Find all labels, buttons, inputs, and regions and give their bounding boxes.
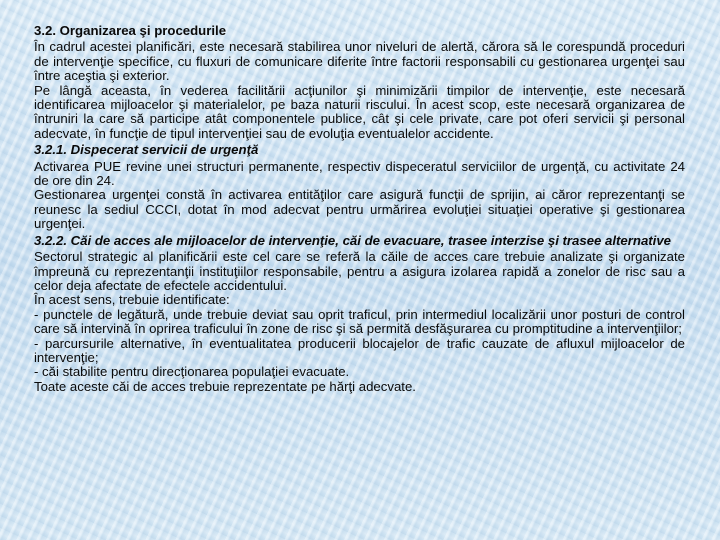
- subsection-heading-dispatch: 3.2.1. Dispecerat servicii de urgenţă: [34, 142, 259, 158]
- paragraph-maps: Toate aceste căi de acces trebuie reprezentate pe hărţi adecvate.: [34, 378, 416, 394]
- slide-content: [34, 24, 685, 394]
- section-heading: 3.2. Organizarea şi procedurile: [34, 23, 227, 38]
- list-item-connection-points: - punctele de legătură, unde trebuie deviat sau oprit traficul, prin intermediul localizării unor posturi de control care să intervină în oprirea traficului în zone de risc şi să permită desfăşurarea cu promptitudine a intervenţiilor;: [34, 306, 685, 337]
- list-item-evacuation-routes: - căi stabilite pentru direcţionarea populaţiei evacuate.: [34, 364, 350, 380]
- paragraph-identify-intro: În acest sens, trebuie identificate:: [34, 292, 230, 308]
- list-item-alternative-routes: - parcursurile alternative, în eventualitatea producerii blocajelor de trafic cauzate de afluxul mijloacelor de intervenţie;: [34, 335, 685, 365]
- paragraph-management: Gestionarea urgenţei constă în activarea entităţilor care asigură funcţii de sprijin, ai căror reprezentanţi se reunesc la sediul CCCI, dotat în mod adecvat pentru urmărirea evoluţiei situaţiei operative şi gestionarea urgenţei.: [34, 187, 685, 232]
- paragraph-activation: Activarea PUE revine unei structuri permanente, respectiv dispeceratul serviciilor de urgenţă, cu activitate 24 de ore din 24.: [34, 158, 685, 189]
- paragraph-resources: Pe lângă aceasta, în vederea facilitării acţiunilor şi minimizării timpilor de intervenţie, este necesară identificarea mijloacelor şi materialelor, pe baza naturii riscului. În acest scop, este necesară organizarea de întruniri la care să participe atât componentele publice, cât şi cele private, care pot oferi servicii şi personal adecvate, în funcţie de tipul intervenţiei sau de evoluţia eventualelor accidente.: [34, 82, 685, 141]
- paragraph-planning-alerts: În cadrul acestei planificări, este necesară stabilirea unor niveluri de alertă, cărora să le corespundă proceduri de intervenţie specifice, cu fluxuri de comunicare diferite între factorii responsabili cu gestionarea urgenţei sau între aceştia şi exterior.: [34, 39, 685, 84]
- subsection-heading-access-routes: 3.2.2. Căi de acces ale mijloacelor de intervenţie, căi de evacuare, trasee interzise şi trasee alternative: [34, 232, 672, 248]
- paragraph-strategic-sector: Sectorul strategic al planificării este cel care se referă la căile de acces care trebuie analizate şi organizate împreună cu reprezentanţii instituţiilor responsabile, pentru a asigura izolarea rapidă a zonelor de risc sau a celor deja afectate de efectele accidentului.: [34, 249, 685, 293]
